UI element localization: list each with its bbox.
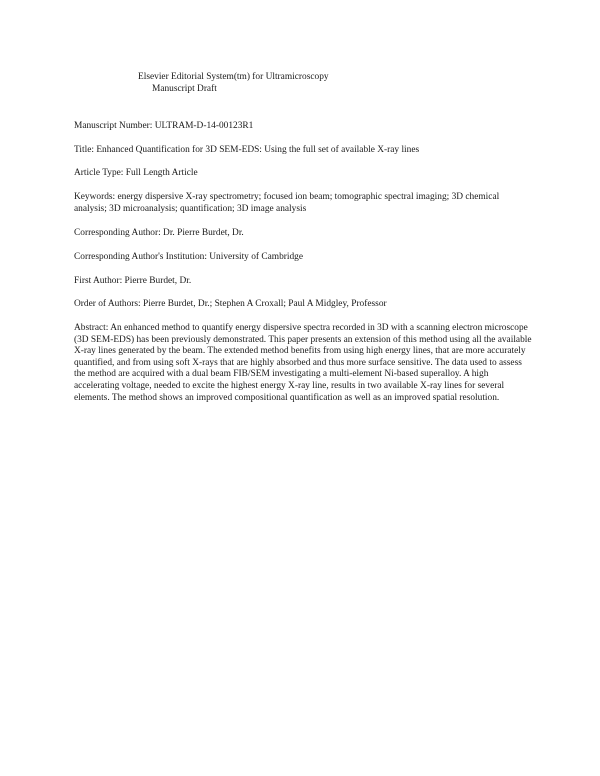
article-type: Article Type: Full Length Article	[74, 168, 198, 178]
article-title: Title: Enhanced Quantification for 3D SEM-EDS: Using the full set of available X-ray lines	[74, 145, 420, 155]
document-header	[138, 72, 518, 95]
draft-label: Manuscript Draft	[152, 83, 217, 94]
keywords: Keywords: energy dispersive X-ray spectrometry; focused ion beam; tomographic spectral imaging; 3D chemical analysis; 3D microanalysis; quantification; 3D image analysis	[74, 192, 500, 214]
corresponding-institution: Corresponding Author's Institution: University of Cambridge	[74, 252, 304, 262]
manuscript-number: Manuscript Number: ULTRAM-D-14-00123R1	[74, 121, 254, 131]
journal-system-line: Elsevier Editorial System(tm) for Ultramicroscopy	[138, 72, 329, 82]
abstract: Abstract: An enhanced method to quantify energy dispersive spectra recorded in 3D with a scanning electron microscope (3D SEM-EDS) has been previously demonstrated. This paper presents an extension of this method using all the available X-ray lines generated by the beam. The extended method benefits from using high energy lines, that are more accurately quantified, and from using soft X-rays that are highly absorbed and thus more surface sensitive. The data used to assess the method are acquired with a dual beam FIB/SEM investigating a multi-element Ni-based superalloy. A high accelerating voltage, needed to excite the highest energy X-ray line, results in two available X-ray lines for several elements. The method shows an improved compositional quantification as well as an improved spatial resolution.	[74, 323, 532, 403]
corresponding-author: Corresponding Author: Dr. Pierre Burdet, Dr.	[74, 228, 244, 238]
order-of-authors: Order of Authors: Pierre Burdet, Dr.; Stephen A Croxall; Paul A Midgley, Professor	[74, 299, 387, 309]
first-author: First Author: Pierre Burdet, Dr.	[74, 276, 192, 286]
